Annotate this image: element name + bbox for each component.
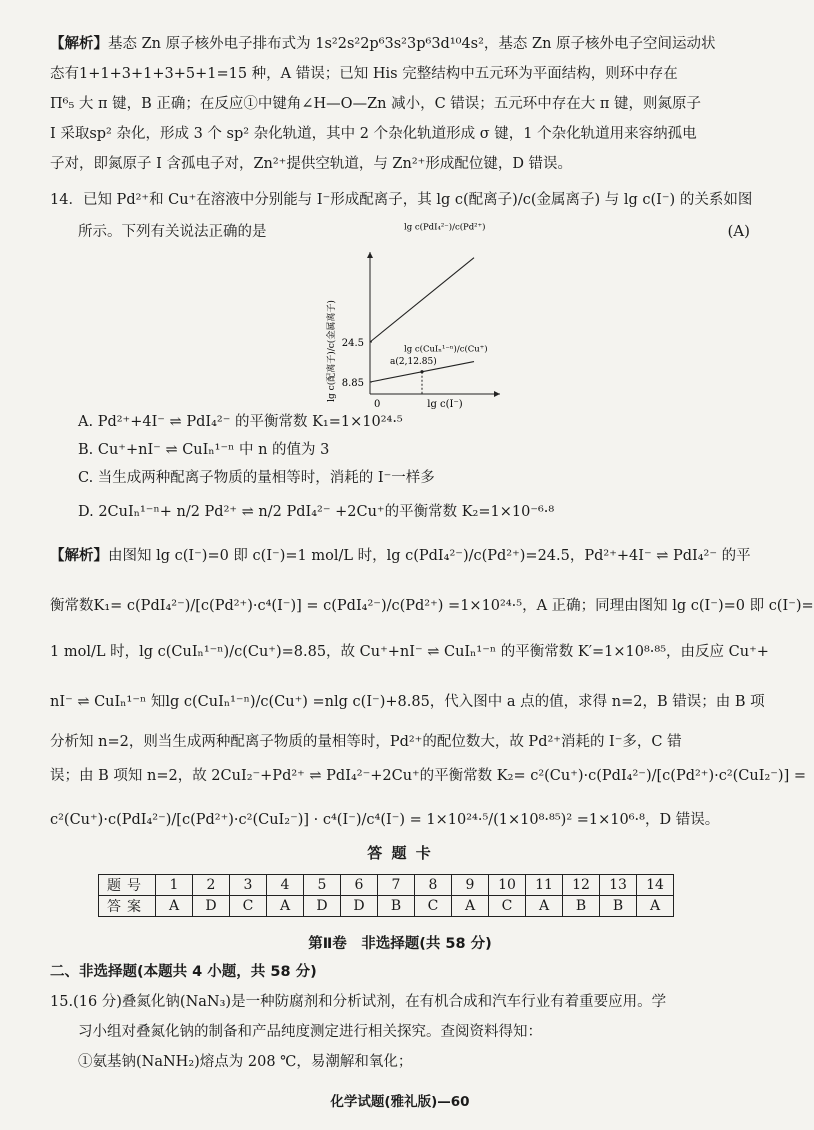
number-cell: 12 [563,875,600,896]
q15-line1: 15.(16 分)叠氮化钠(NaN₃)是一种防腐剂和分析试剂，在有机合成和汽车行业有着重要应用。学 [50,994,667,1010]
q14-option-a: A. Pd²⁺+4I⁻ ⇌ PdI₄²⁻ 的平衡常数 K₁=1×10²⁴·⁵ [78,414,403,430]
number-cell: 3 [230,875,267,896]
part2-title: 第Ⅱ卷 非选择题(共 58 分) [308,936,492,952]
analysis14-line2: 衡常数K₁= c(PdI₄²⁻)/[c(Pd²⁺)·c⁴(I⁻)] = c(PdI₄²⁻)/c(Pd²⁺) =1×10²⁴·⁵，A 正确；同理由图知 lg c(I⁻)=0 即 c(I⁻)= [50,598,814,614]
q14-stem-line2: 所示。下列有关说法正确的是 [78,224,267,240]
answer-cell: A [637,896,674,917]
page-footer: 化学试题(雅礼版)—60 [330,1094,470,1110]
analysis13-line5: 子对，即氮原子 Ⅰ 含孤电子对，Zn²⁺提供空轨道，与 Zn²⁺形成配位键，D 错误。 [50,156,573,172]
q14-answer: (A) [727,222,750,240]
q14-stem-line1: 14．已知 Pd²⁺和 Cu⁺在溶液中分别能与 I⁻形成配离子，其 lg c(配离子)/c(金属离子) 与 lg c(I⁻) 的关系如图 [50,192,753,208]
answer-cell: A [156,896,193,917]
answer-cell: A [267,896,304,917]
point-a-label: a(2,12.85) [390,356,437,367]
analysis14-line4: nI⁻ ⇌ CuIₙ¹⁻ⁿ 知lg c(CuIₙ¹⁻ⁿ)/c(Cu⁺) =nlg c(I⁻)+8.85，代入图中 a 点的值，求得 n=2，B 错误；由 B 项 [50,694,765,710]
answer-cell: C [230,896,267,917]
analysis14-line5: 分析知 n=2，则当生成两种配离子物质的量相等时，Pd²⁺的配位数大，故 Pd²⁺消耗的 I⁻多，C 错 [50,734,682,750]
number-header: 题号 [99,875,156,896]
number-cell: 13 [600,875,637,896]
answer-cell: C [415,896,452,917]
origin-label: 0 [374,399,381,410]
number-cell: 1 [156,875,193,896]
analysis14-line1: 【解析】由图知 lg c(I⁻)=0 即 c(I⁻)=1 mol/L 时，lg c(PdI₄²⁻)/c(Pd²⁺)=24.5，Pd²⁺+4I⁻ ⇌ PdI₄²⁻ 的平 [50,548,751,564]
number-cell: 9 [452,875,489,896]
answer-cell: D [304,896,341,917]
number-cell: 2 [193,875,230,896]
analysis14-line6: 误；由 B 项知 n=2，故 2CuI₂⁻+Pd²⁺ ⇌ PdI₄²⁻+2Cu⁺的平衡常数 K₂= c²(Cu⁺)·c(PdI₄²⁻)/[c(Pd²⁺)·c²(CuI₂⁻)] = [50,768,807,784]
q14-option-d: D. 2CuIₙ¹⁻ⁿ+ n/2 Pd²⁺ ⇌ n/2 PdI₄²⁻ +2Cu⁺的平衡常数 K₂=1×10⁻⁶·⁸ [78,504,555,520]
number-cell: 10 [489,875,526,896]
answer-cell: A [526,896,563,917]
answer-cell: B [378,896,415,917]
analysis13-line2: 态有1+1+3+1+3+5+1=15 种，A 错误；已知 His 完整结构中五元环为平面结构，则环中存在 [50,66,678,82]
q14-option-c: C. 当生成两种配离子物质的量相等时，消耗的 I⁻一样多 [78,470,435,486]
y-axis-label: lg c(配离子)/c(金属离子) [327,300,337,402]
x-axis-arrow [494,391,500,397]
series-line-1 [370,258,474,342]
x-axis-label: lg c(I⁻) [427,399,463,410]
answer-cell: B [563,896,600,917]
answer-cell: C [489,896,526,917]
y-tick-label: 8.85 [341,378,364,389]
analysis14-line7: c²(Cu⁺)·c(PdI₄²⁻)/[c(Pd²⁺)·c²(CuI₂⁻)] · c⁴(I⁻)/c⁴(I⁻) = 1×10²⁴·⁵/(1×10⁸·⁸⁵)² =1×10⁶·⁸，D 错误。 [50,812,720,828]
series-label-2: lg c(CuIₙ¹⁻ⁿ)/c(Cu⁺) [404,344,488,355]
answer-card-table [98,874,674,917]
number-cell: 7 [378,875,415,896]
q15-line3: ①氨基钠(NaNH₂)熔点为 208 ℃，易潮解和氧化； [78,1054,413,1070]
analysis13-line4: Ⅰ 采取sp² 杂化，形成 3 个 sp² 杂化轨道，其中 2 个杂化轨道形成 σ 键，1 个杂化轨道用来容纳孤电 [50,126,697,142]
answer-cell: B [600,896,637,917]
y-tick-label: 24.5 [341,338,364,349]
analysis13-line3: Π⁶₅ 大 π 键，B 正确；在反应①中键角∠H—O—Zn 减小，C 错误；五元环中存在大 π 键，则氮原子 [50,96,702,112]
answer-cell: A [452,896,489,917]
part2-heading: 二、非选择题(本题共 4 小题，共 58 分) [50,964,317,980]
answer-header: 答案 [99,896,156,917]
number-cell: 4 [267,875,304,896]
answer-cell: D [341,896,378,917]
number-cell: 8 [415,875,452,896]
series-label-1: lg c(PdI₄²⁻)/c(Pd²⁺) [404,222,486,233]
point-a-marker [420,370,423,373]
analysis14-line3: 1 mol/L 时，lg c(CuIₙ¹⁻ⁿ)/c(Cu⁺)=8.85，故 Cu⁺+nI⁻ ⇌ CuIₙ¹⁻ⁿ 的平衡常数 K′=1×10⁸·⁸⁵，由反应 Cu⁺+ [50,644,769,660]
q14-chart [295,222,535,410]
number-cell: 6 [341,875,378,896]
analysis-tag: 【解析】 [50,548,108,564]
number-cell: 11 [526,875,563,896]
answer-card-title: 答 题 卡 [367,844,433,862]
answer-card-answer-row [99,896,674,917]
number-cell: 14 [637,875,674,896]
q14-option-b: B. Cu⁺+nI⁻ ⇌ CuIₙ¹⁻ⁿ 中 n 的值为 3 [78,442,330,458]
answer-cell: D [193,896,230,917]
answer-card-number-row [99,875,674,896]
analysis-tag: 【解析】 [50,36,108,52]
q15-line2: 习小组对叠氮化钠的制备和产品纯度测定进行相关探究。查阅资料得知： [78,1024,542,1040]
number-cell: 5 [304,875,341,896]
y-axis-arrow [367,252,373,258]
analysis13-line1: 【解析】基态 Zn 原子核外电子排布式为 1s²2s²2p⁶3s²3p⁶3d¹⁰4s²，基态 Zn 原子核外电子空间运动状 [50,36,716,52]
